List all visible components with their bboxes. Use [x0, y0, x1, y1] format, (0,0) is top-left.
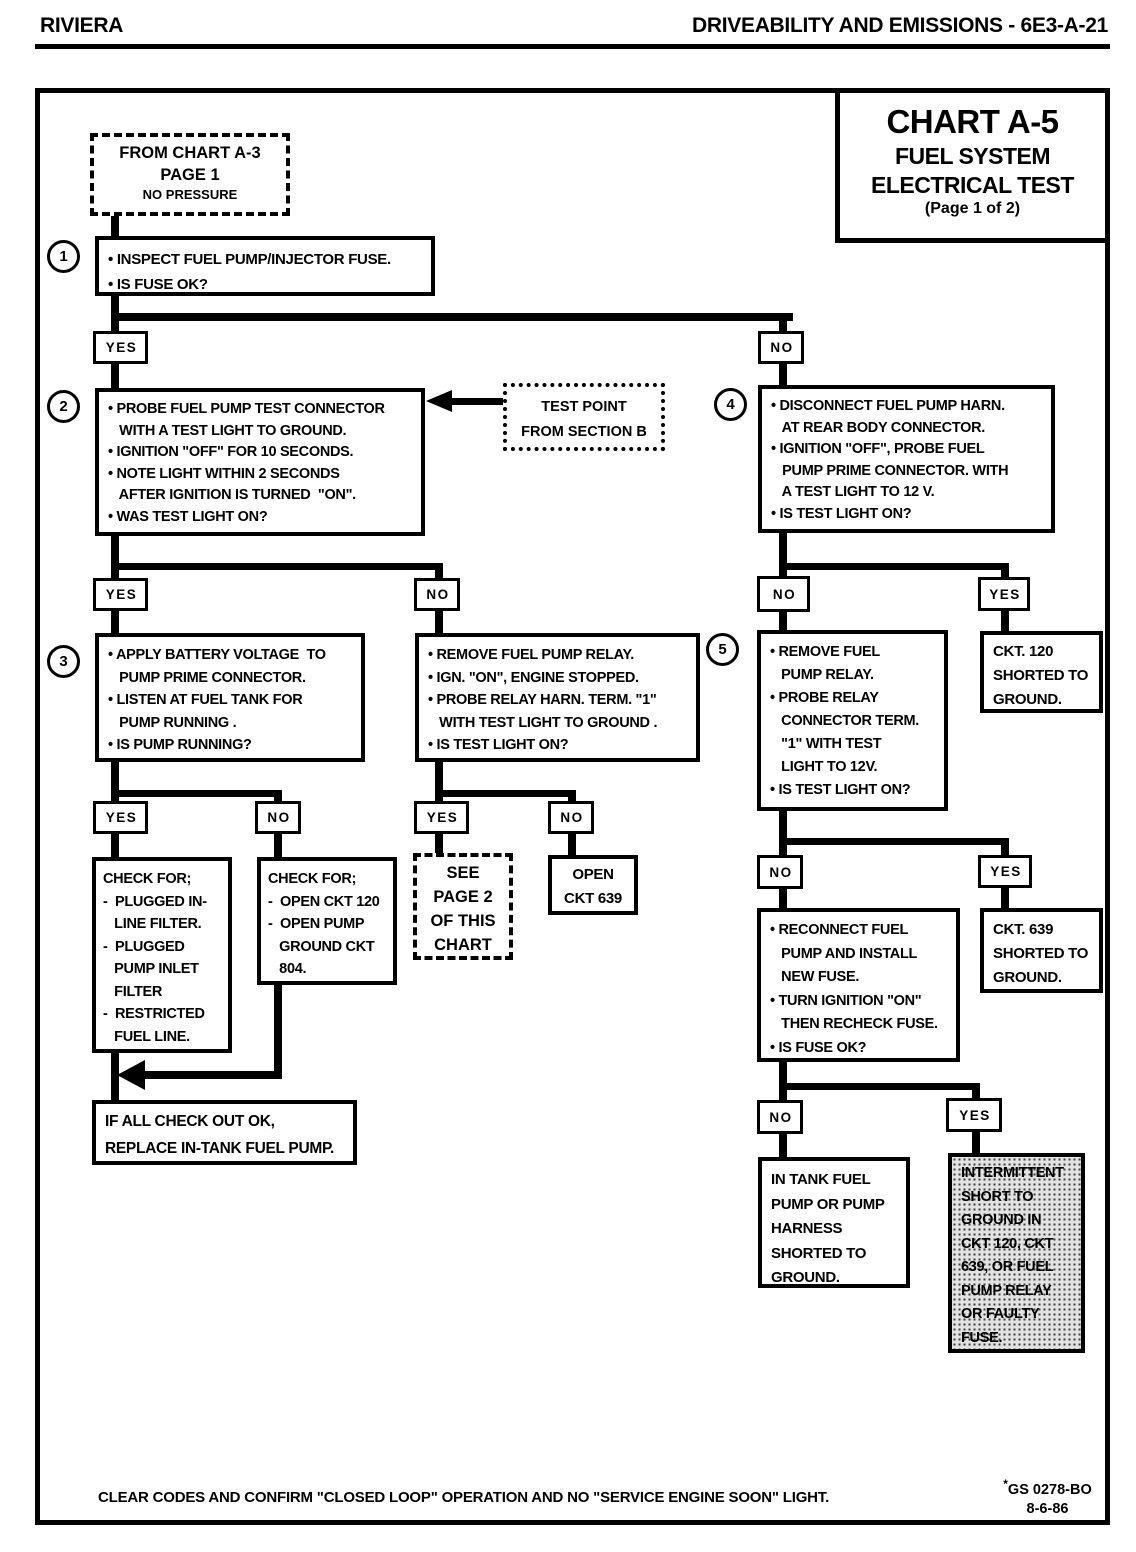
connector	[779, 362, 787, 387]
connector	[274, 983, 282, 1079]
step-circle-5: 5	[706, 633, 739, 666]
decision-label-yes: YES	[978, 855, 1032, 888]
doc-code: GS 0278-BO	[1007, 1481, 1092, 1498]
connector	[111, 563, 443, 570]
decision-label-yes: YES	[93, 331, 148, 364]
connector	[111, 534, 119, 580]
connector	[779, 563, 1009, 570]
chart-title: CHART A-5	[886, 103, 1059, 140]
connector	[274, 832, 282, 859]
flow-box-ckt639-shorted: CKT. 639 SHORTED TO GROUND.	[980, 908, 1103, 993]
connector	[779, 1132, 787, 1159]
connector	[779, 610, 787, 632]
flow-box-ckt120-shorted: CKT. 120 SHORTED TO GROUND.	[980, 631, 1103, 713]
connector	[448, 398, 505, 405]
decision-label-yes: YES	[93, 578, 148, 611]
decision-label-yes: YES	[93, 801, 148, 834]
flow-box-step4: • DISCONNECT FUEL PUMP HARN. AT REAR BODY CONNECTOR. • IGNITION "OFF", PROBE FUEL PUMP PRIME CONNECTOR. WITH A TEST LIGHT TO 12 V. • IS TEST LIGHT ON?	[758, 385, 1055, 533]
connector	[111, 213, 119, 238]
connector	[779, 809, 787, 857]
flow-box-check-left: CHECK FOR; - PLUGGED IN- LINE FILTER. - PLUGGED PUMP INLET FILTER - RESTRICTED FUEL LINE.	[92, 857, 232, 1053]
connector	[1001, 886, 1009, 910]
decision-label-no: NO	[758, 331, 804, 364]
decision-label-no: NO	[757, 855, 803, 889]
connector	[435, 832, 443, 855]
footer-doc-code	[990, 1475, 1105, 1519]
decision-label-no-shaded: NO	[757, 576, 810, 612]
merge-arrowhead-icon	[117, 1060, 145, 1090]
connector	[142, 1071, 282, 1079]
decision-label-no: NO	[414, 578, 460, 611]
flow-box-relay-ground-test: • REMOVE FUEL PUMP RELAY. • IGN. "ON", ENGINE STOPPED. • PROBE RELAY HARN. TERM. "1" WITH TEST LIGHT TO GROUND . • IS TEST LIGHT ON?	[415, 633, 700, 762]
connector	[779, 1060, 787, 1102]
decision-label-no: NO	[548, 801, 594, 834]
chart-page-label: (Page 1 of 2)	[924, 200, 1021, 217]
decision-label-yes: YES	[414, 801, 469, 834]
flow-box-in-tank-short: IN TANK FUEL PUMP OR PUMP HARNESS SHORTED TO GROUND.	[758, 1157, 910, 1288]
flow-box-open-ckt639: OPEN CKT 639	[548, 855, 638, 915]
chart-title-box	[835, 88, 1110, 243]
page-header-right: DRIVEABILITY AND EMISSIONS - 6E3-A-21	[692, 14, 1108, 37]
flow-box-see-page2: SEE PAGE 2 OF THIS CHART	[413, 853, 513, 960]
decision-label-no: NO	[255, 801, 301, 834]
connector	[779, 531, 787, 579]
step-circle-4: 4	[714, 388, 747, 421]
flow-box-step1: • INSPECT FUEL PUMP/INJECTOR FUSE. • IS FUSE OK?	[95, 236, 435, 296]
connector	[435, 790, 575, 797]
flow-box-reconnect-fuse: • RECONNECT FUEL PUMP AND INSTALL NEW FUSE. • TURN IGNITION "ON" THEN RECHECK FUSE. • IS FUSE OK?	[757, 908, 960, 1062]
doc-date: 8-6-86	[1026, 1500, 1069, 1517]
connector	[779, 838, 1009, 845]
flow-box-intermittent-short: INTERMITTENT SHORT TO GROUND IN CKT 120, CKT 639, OR FUEL PUMP RELAY OR FAULTY FUSE.	[948, 1153, 1085, 1353]
flow-box-step3: • APPLY BATTERY VOLTAGE TO PUMP PRIME CONNECTOR. • LISTEN AT FUEL TANK FOR PUMP RUNNING . • IS PUMP RUNNING?	[95, 633, 365, 762]
header-rule	[35, 44, 1110, 49]
flow-box-from-chart-a3: FROM CHART A-3 PAGE 1 NO PRESSURE	[90, 133, 290, 216]
flow-box-check-right: CHECK FOR; - OPEN CKT 120 - OPEN PUMP GROUND CKT 804.	[257, 857, 397, 985]
decision-label-no: NO	[757, 1100, 803, 1134]
chart-subtitle-2: ELECTRICAL TEST	[871, 172, 1074, 198]
chart-subtitle-1: FUEL SYSTEM	[894, 143, 1051, 169]
step-circle-2: 2	[47, 390, 80, 423]
step-circle-3: 3	[47, 645, 80, 678]
flow-box-step2: • PROBE FUEL PUMP TEST CONNECTOR WITH A TEST LIGHT TO GROUND. • IGNITION "OFF" FOR 10 SECONDS. • NOTE LIGHT WITHIN 2 SECONDS AFTER IGNITION IS TURNED "ON". • WAS TEST LIGHT ON?	[95, 388, 425, 536]
page-header-left: RIVIERA	[40, 14, 124, 37]
connector	[1001, 609, 1009, 633]
connector	[111, 362, 119, 390]
connector	[779, 887, 787, 910]
decision-label-yes: YES	[946, 1098, 1002, 1132]
connector	[972, 1130, 980, 1155]
decision-label-yes-shaded: YES	[978, 577, 1030, 611]
connector	[568, 832, 576, 857]
connector	[111, 790, 282, 797]
footnote-star: *	[1003, 1477, 1008, 1491]
flow-box-if-all-ok: IF ALL CHECK OUT OK, REPLACE IN-TANK FUEL PUMP.	[92, 1100, 357, 1165]
connector	[779, 1083, 979, 1090]
flow-box-test-point: TEST POINT FROM SECTION B	[503, 383, 665, 451]
connector	[435, 609, 443, 635]
connector	[111, 313, 793, 321]
step-circle-1: 1	[47, 240, 80, 273]
flow-box-step5: • REMOVE FUEL PUMP RELAY. • PROBE RELAY CONNECTOR TERM. "1" WITH TEST LIGHT TO 12V. • IS TEST LIGHT ON?	[757, 630, 948, 811]
footer-note: CLEAR CODES AND CONFIRM "CLOSED LOOP" OPERATION AND NO "SERVICE ENGINE SOON" LIGHT.	[98, 1489, 830, 1506]
connector	[111, 832, 119, 859]
connector	[111, 609, 119, 635]
connector	[779, 313, 787, 333]
test-point-arrowhead-icon	[426, 390, 452, 412]
